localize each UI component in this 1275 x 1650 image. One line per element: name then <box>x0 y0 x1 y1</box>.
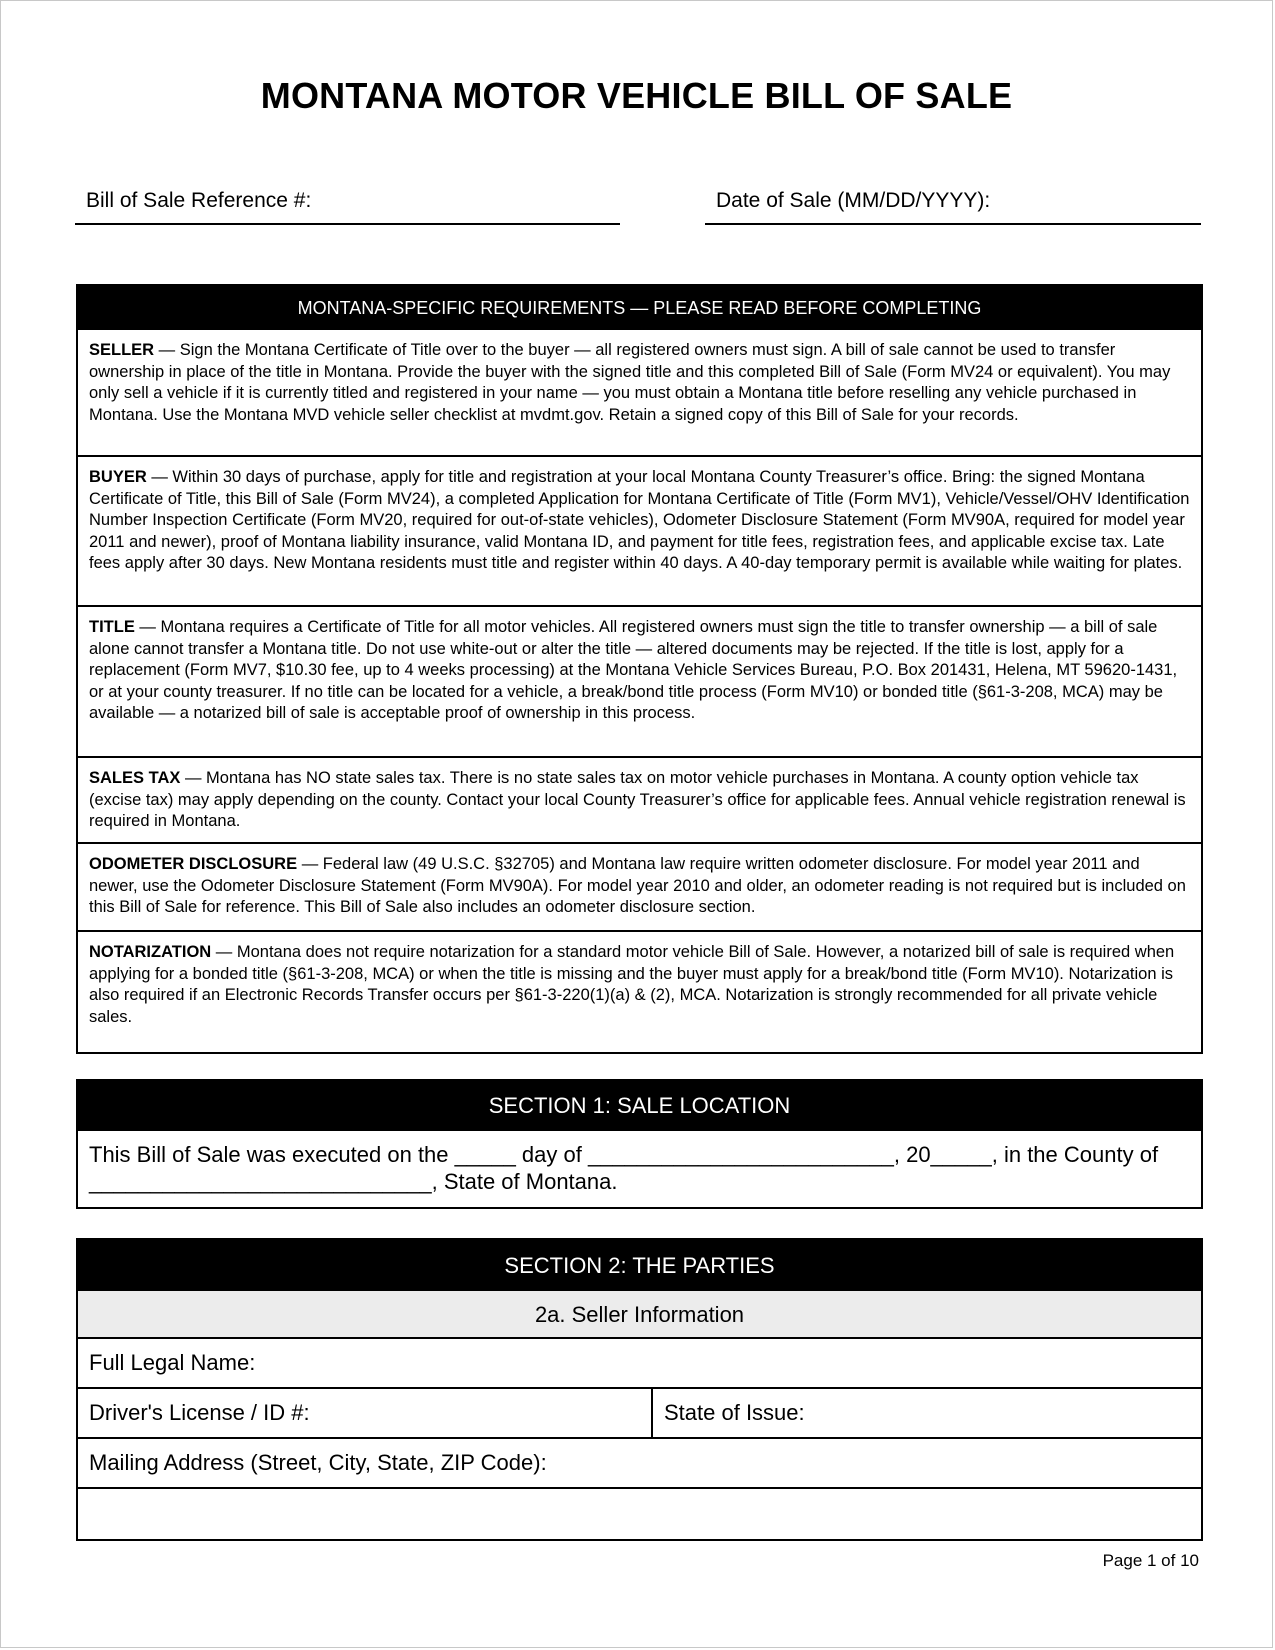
seller-state-of-issue-field[interactable]: State of Issue: <box>664 1400 805 1425</box>
section-2-parties <box>76 1238 1203 1541</box>
document-title: MONTANA MOTOR VEHICLE BILL OF SALE <box>260 75 1013 116</box>
requirement-term: SALES TAX <box>89 769 181 787</box>
seller-address-row[interactable] <box>78 1439 1201 1489</box>
seller-info-subheading: 2a. Seller Information <box>78 1291 1201 1339</box>
reference-number-field[interactable] <box>75 189 620 225</box>
requirement-sales-tax <box>78 756 1201 842</box>
seller-address-blank[interactable] <box>78 1489 1201 1536</box>
seller-full-name-field[interactable]: Full Legal Name: <box>89 1350 256 1375</box>
requirement-text: — Federal law (49 U.S.C. §32705) and Montana law require written odometer disclosure. For model year 2011 and newer, use the Odometer Disclosure Statement (Form MV90A). For model year 2010 and older, an odometer reading is not required but is included on this Bill of Sale for reference. This Bill of Sale also includes an odometer disclosure section. <box>89 855 1186 917</box>
reference-number-label: Bill of Sale Reference #: <box>86 189 312 212</box>
requirement-text: — Montana requires a Certificate of Title for all motor vehicles. All registered owners must sign the title to transfer ownership — a bill of sale alone cannot transfer a Montana title. Do not use white-out or alter the title — altered documents may be rejected. If the title is lost, apply for a replacement (Form MV7, $10.30 fee, up to 4 weeks processing) at the Montana Vehicle Services Bureau, P.O. Box 201431, Helena, MT 59620-1431, or at your county treasurer. If no title can be located for a vehicle, a break/bond title process (Form MV10) or bonded title (§61-3-208, MCA) may be available — a notarized bill of sale is acceptable proof of ownership in this process. <box>89 618 1178 723</box>
requirement-text: — Sign the Montana Certificate of Title over to the buyer — all registered owners must sign. A bill of sale cannot be used to transfer ownership in place of the title in Montana. Provide the buyer with the signed title and this completed Bill of Sale (Form MV24 or equivalent). You may only sell a vehicle if it is currently titled and registered in your name — you must obtain a Montana title before reselling any vehicle purchased in Montana. Use the Montana MVD vehicle seller checklist at mvdmt.gov. Retain a signed copy of this Bill of Sale for your records. <box>89 341 1171 424</box>
requirement-notarization <box>78 930 1201 1048</box>
requirement-text: — Montana does not require notarization for a standard motor vehicle Bill of Sale. However, a notarized bill of sale is required when applying for a bonded title (§61-3-208, MCA) or when the title is missing and the buyer must apply for a break/bond title (Form MV10). Notarization is also required if an Electronic Records Transfer occurs per §61-3-220(1)(a) & (2), MCA. Notarization is strongly recommended for all private vehicle sales. <box>89 943 1175 1026</box>
requirements-heading: MONTANA-SPECIFIC REQUIREMENTS — PLEASE READ BEFORE COMPLETING <box>78 286 1201 330</box>
requirement-buyer <box>78 455 1201 605</box>
seller-address-line-2[interactable] <box>78 1489 1201 1536</box>
seller-license-row <box>78 1389 1201 1439</box>
seller-license-field[interactable]: Driver's License / ID #: <box>78 1389 653 1437</box>
requirement-odometer <box>78 842 1201 930</box>
date-of-sale-label: Date of Sale (MM/DD/YYYY): <box>716 189 991 212</box>
section-1-heading: SECTION 1: SALE LOCATION <box>78 1081 1201 1131</box>
seller-full-name-row[interactable] <box>78 1339 1201 1389</box>
requirements-box <box>76 284 1203 1054</box>
requirement-seller <box>78 330 1201 455</box>
requirement-term: ODOMETER DISCLOSURE <box>89 855 298 873</box>
requirement-term: TITLE <box>89 618 135 636</box>
requirement-title <box>78 605 1201 756</box>
page-number: Page 1 of 10 <box>1102 1551 1199 1570</box>
section-1-sale-location <box>76 1079 1203 1209</box>
requirement-text: — Montana has NO state sales tax. There is no state sales tax on motor vehicle purchases in Montana. A county option vehicle tax (excise tax) may apply depending on the county. Contact your local County Treasurer’s office for applicable fees. Annual vehicle registration renewal is required in Montana. <box>89 769 1186 831</box>
requirement-term: NOTARIZATION <box>89 943 212 961</box>
seller-address-field[interactable]: Mailing Address (Street, City, State, ZIP Code): <box>89 1450 547 1475</box>
requirement-text: — Within 30 days of purchase, apply for title and registration at your local Montana County Treasurer’s office. Bring: the signed Montana Certificate of Title, this Bill of Sale (Form MV24), a completed Application for Montana Certificate of Title (Form MV1), Vehicle/Vessel/OHV Identification Number Inspection Certificate (Form MV20, required for out-of-state vehicles), Odometer Disclosure Statement (Form MV90A, required for model year 2011 and newer), proof of Montana liability insurance, valid Montana ID, and payment for title fees, registration fees, and applicable excise tax. Late fees apply after 30 days. New Montana residents must title and register within 40 days. A 40-day temporary permit is available while waiting for plates. <box>89 468 1190 573</box>
date-of-sale-field[interactable] <box>705 189 1201 225</box>
requirement-term: BUYER <box>89 468 147 486</box>
requirement-term: SELLER <box>89 341 155 359</box>
sale-location-statement[interactable]: This Bill of Sale was executed on the _____ day of _________________________, 20_____, in the County of ____________________________, State of Montana. <box>89 1142 1159 1194</box>
section-2-heading: SECTION 2: THE PARTIES <box>78 1240 1201 1291</box>
